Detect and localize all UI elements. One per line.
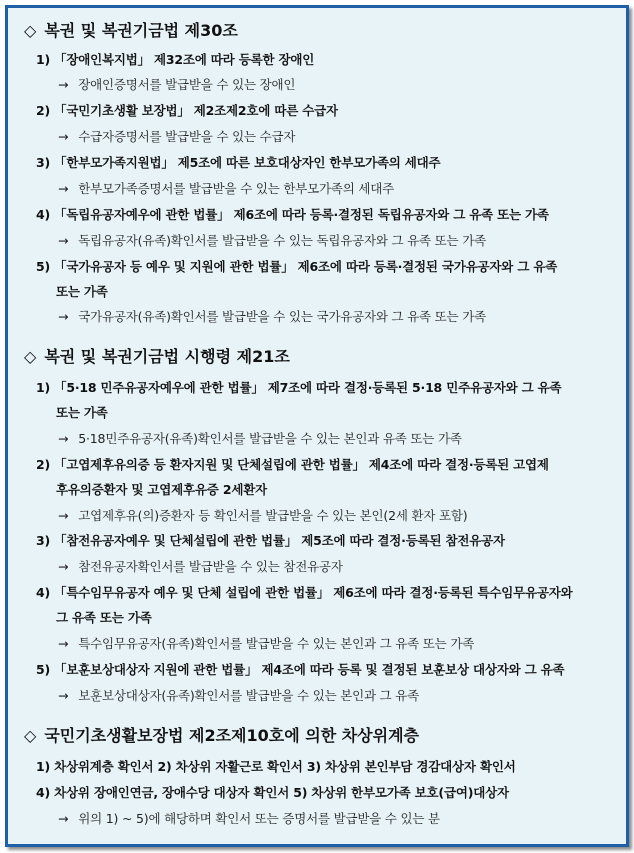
s2-item-2-arrow: → 고엽제후유(의)증환자 등 확인서를 발급받을 수 있는 본인(2세 환자 포함) — [58, 508, 468, 523]
eligibility-panel — [5, 5, 629, 847]
section-1-title: ◇ 복권 및 복권기금법 제30조 — [24, 21, 238, 40]
s1-item-5: 5) 「국가유공자 등 예우 및 지원에 관한 법률」 제6조에 따라 등록·결정된 국가유공자와 그 유족 — [36, 259, 558, 274]
arrow-icon: → — [58, 688, 69, 703]
arrow-icon: → — [58, 559, 69, 574]
s1-item-2-arrow: → 수급자증명서를 발급받을 수 있는 수급자 — [58, 129, 296, 144]
s2-item-4-arrow: → 특수임무유공자(유족)확인서를 발급받을 수 있는 본인과 그 유족 또는 가족 — [58, 636, 475, 651]
s2-item-2: 2) 「고엽제후유의증 등 환자지원 및 단체설립에 관한 법률」 제4조에 따라 결정·등록된 고엽제 — [36, 457, 549, 472]
arrow-icon: → — [58, 811, 69, 826]
arrow-icon: → — [58, 181, 69, 196]
s1-item-1-arrow: → 장애인증명서를 발급받을 수 있는 장애인 — [58, 77, 296, 92]
s1-item-3-arrow: → 한부모가족증명서를 발급받을 수 있는 한부모가족의 세대주 — [58, 181, 395, 196]
arrow-icon: → — [58, 636, 69, 651]
arrow-icon: → — [58, 309, 69, 324]
s1-item-5-arrow: → 국가유공자(유족)확인서를 발급받을 수 있는 국가유공자와 그 유족 또는 가족 — [58, 309, 486, 324]
s2-item-1-cont: 또는 가족 — [56, 405, 108, 420]
arrow-icon: → — [58, 431, 69, 446]
arrow-icon: → — [58, 508, 69, 523]
s2-item-5-arrow: → 보훈보상대상자(유족)확인서를 발급받을 수 있는 본인과 그 유족 — [58, 688, 420, 703]
s2-item-1-arrow: → 5·18민주유공자(유족)확인서를 발급받을 수 있는 본인과 유족 또는 가족 — [58, 431, 462, 446]
s1-item-5-cont: 또는 가족 — [56, 284, 108, 299]
s2-item-1: 1) 「5·18 민주유공자예우에 관한 법률」 제7조에 따라 결정·등록된 5·18 민주유공자와 그 유족 — [36, 380, 562, 395]
s2-item-5: 5) 「보훈보상대상자 지원에 관한 법률」 제4조에 따라 등록 및 결정된 보훈보상 대상자와 그 유족 — [36, 662, 565, 677]
s2-item-2-cont: 후유의증환자 및 고엽제후유증 2세환자 — [56, 482, 267, 497]
diamond-icon: ◇ — [24, 726, 37, 745]
diamond-icon: ◇ — [24, 347, 37, 366]
arrow-icon: → — [58, 129, 69, 144]
s1-item-4: 4) 「독립유공자예우에 관한 법률」 제6조에 따라 등록·결정된 독립유공자와 그 유족 또는 가족 — [36, 207, 549, 222]
s2-item-3: 3) 「참전유공자예우 및 단체설립에 관한 법률」 제5조에 따라 결정·등록된 참전유공자 — [36, 533, 505, 548]
arrow-icon: → — [58, 233, 69, 248]
s1-item-1: 1) 「장애인복지법」 제32조에 따라 등록한 장애인 — [36, 52, 315, 67]
s2-item-4-cont: 그 유족 또는 가족 — [56, 610, 152, 625]
s3-line-2: 4) 차상위 장애인연금, 장애수당 대상자 확인서 5) 차상위 한부모가족 보호(급여)대상자 — [36, 785, 509, 800]
arrow-icon: → — [58, 77, 69, 92]
s3-arrow: → 위의 1) ~ 5)에 해당하며 확인서 또는 증명서를 발급받을 수 있는 분 — [58, 811, 440, 826]
s2-item-4: 4) 「특수임무유공자 예우 및 단체 설립에 관한 법률」 제6조에 따라 결정·등록된 특수임무유공자와 — [36, 585, 573, 600]
s1-item-4-arrow: → 독립유공자(유족)확인서를 발급받을 수 있는 독립유공자와 그 유족 또는 가족 — [58, 233, 486, 248]
s2-item-3-arrow: → 참전유공자확인서를 발급받을 수 있는 참전유공자 — [58, 559, 343, 574]
s1-item-3: 3) 「한부모가족지원법」 제5조에 따른 보호대상자인 한부모가족의 세대주 — [36, 155, 441, 170]
diamond-icon: ◇ — [24, 21, 37, 40]
section-2-title: ◇ 복권 및 복권기금법 시행령 제21조 — [24, 347, 290, 366]
s3-line-1: 1) 차상위계층 확인서 2) 차상위 자활근로 확인서 3) 차상위 본인부담 경감대상자 확인서 — [36, 759, 516, 774]
section-3-title: ◇ 국민기초생활보장법 제2조제10호에 의한 차상위계층 — [24, 726, 419, 745]
s1-item-2: 2) 「국민기초생활 보장법」 제2조제2호에 따른 수급자 — [36, 103, 338, 118]
